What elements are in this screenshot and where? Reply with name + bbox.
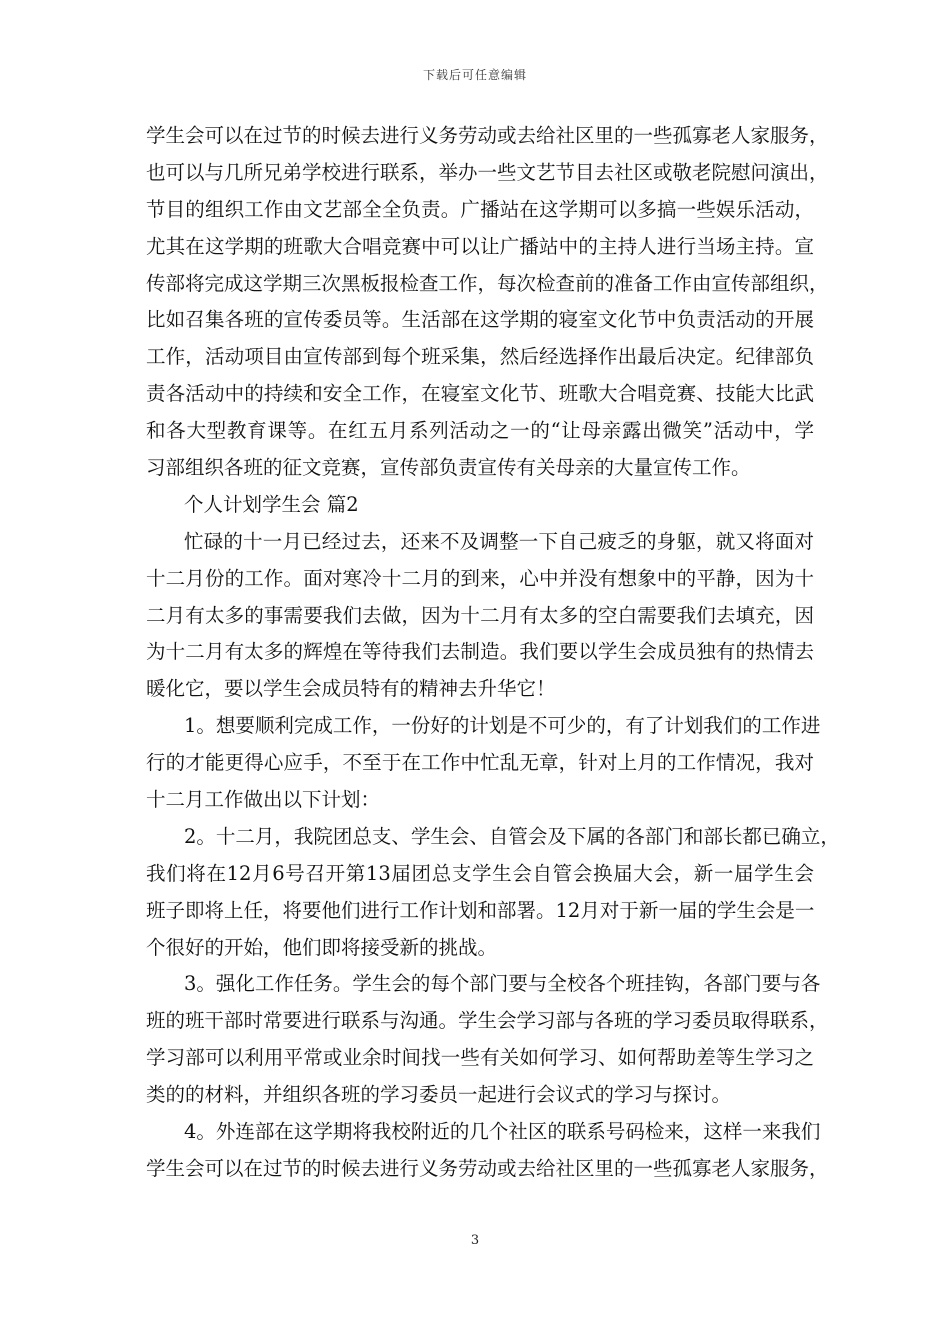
text-line: 尤其在这学期的班歌大合唱竞赛中可以让广播站中的主持人进行当场主持。宣 bbox=[146, 234, 814, 258]
text-line: 4。外连部在这学期将我校附近的几个社区的联系号码检来，这样一来我们 bbox=[184, 1120, 821, 1144]
text-line: 班的班干部时常要进行联系与沟通。学生会学习部与各班的学习委员取得联系， bbox=[146, 1009, 829, 1033]
text-line: 2。十二月，我院团总支、学生会、自管会及下属的各部门和部长都已确立， bbox=[184, 824, 840, 848]
text-line: 个很好的开始，他们即将接受新的挑战。 bbox=[146, 935, 498, 959]
text-line: 十二月份的工作。面对寒冷十二月的到来，心中并没有想象中的平静，因为十 bbox=[146, 566, 814, 590]
text-line: 暖化它，要以学生会成员特有的精神去升华它！ bbox=[146, 677, 556, 701]
text-line: 3。强化工作任务。学生会的每个部门要与全校各个班挂钩，各部门要与各 bbox=[184, 972, 821, 996]
text-line: 二月有太多的事需要我们去做，因为十二月有太多的空白需要我们去填充，因 bbox=[146, 603, 814, 627]
text-line: 传部将完成这学期三次黑板报检查工作，每次检查前的准备工作由宣传部组织， bbox=[146, 271, 829, 295]
text-line: 学生会可以在过节的时候去进行义务劳动或去给社区里的一些孤寡老人家服务， bbox=[146, 1156, 829, 1180]
text-line: 比如召集各班的宣传委员等。生活部在这学期的寝室文化节中负责活动的开展 bbox=[146, 308, 814, 332]
text-line: 为十二月有太多的辉煌在等待我们去制造。我们要以学生会成员独有的热情去 bbox=[146, 640, 814, 664]
text-line: 学习部可以利用平常或业余时间找一些有关如何学习、如何帮助差等生学习之 bbox=[146, 1046, 814, 1070]
page-number: 3 bbox=[470, 1233, 480, 1248]
page-header: 下载后可任意编辑 bbox=[422, 68, 527, 82]
text-line: 学生会可以在过节的时候去进行义务劳动或去给社区里的一些孤寡老人家服务， bbox=[146, 124, 829, 147]
section-heading: 个人计划学生会 篇2 bbox=[184, 492, 359, 516]
text-line: 十二月工作做出以下计划： bbox=[146, 788, 381, 812]
text-line: 责各活动中的持续和安全工作，在寝室文化节、班歌大合唱竞赛、技能大比武 bbox=[146, 382, 814, 406]
text-line: 1。想要顺利完成工作，一份好的计划是不可少的，有了计划我们的工作进 bbox=[184, 714, 821, 738]
text-line: 我们将在12月6号召开第13届团总支学生会自管会换届大会，新一届学生会 bbox=[146, 861, 814, 885]
text-line: 和各大型教育课等。在红五月系列活动之一的“让母亲露出微笑”活动中，学 bbox=[146, 419, 814, 443]
document-body bbox=[146, 118, 840, 1188]
text-line: 行的才能更得心应手，不至于在工作中忙乱无章，针对上月的工作情况，我对 bbox=[146, 751, 814, 775]
text-line: 也可以与几所兄弟学校进行联系，举办一些文艺节目去社区或敬老院慰问演出， bbox=[146, 160, 829, 184]
text-line: 习部组织各班的征文竞赛，宣传部负责宣传有关母亲的大量宣传工作。 bbox=[146, 456, 751, 480]
text-line: 类的的材料，并组织各班的学习委员一起进行会议式的学习与探讨。 bbox=[146, 1083, 732, 1107]
text-line: 节目的组织工作由文艺部全全负责。广播站在这学期可以多搞一些娱乐活动， bbox=[146, 197, 814, 221]
text-line: 工作，活动项目由宣传部到每个班采集，然后经选择作出最后决定。纪律部负 bbox=[146, 345, 814, 369]
text-line: 班子即将上任，将要他们进行工作计划和部署。12月对于新一届的学生会是一 bbox=[146, 898, 815, 922]
text-line: 忙碌的十一月已经过去，还来不及调整一下自己疲乏的身躯，就又将面对 bbox=[184, 529, 814, 553]
